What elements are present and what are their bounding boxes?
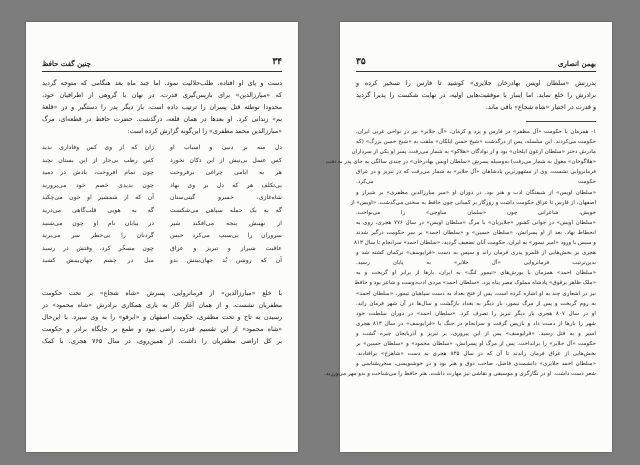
- text-line: و قدرت در اختیار «شاه شجاع» باقی ماند.: [485, 104, 596, 111]
- footnote-line: «سلطان احمد» همزمان با یورش‌های «تیمور لنگ» به ایران، بارها از برابر او گریخت و به: [356, 270, 596, 277]
- text-line: با خلع «مبارزالدین» از فرمانروایی، پسرش «شاه شجاع» بر تخت حکومت: [42, 289, 282, 297]
- poem-hemistich: زان که از وی کس وفاداری ندید: [42, 144, 154, 151]
- footnote-line: به روم گریخت و پس از مرگ تیمور، بار دیگر به بغداد بازگشت و سال‌ها در آن شهر فرمان راند.: [356, 300, 596, 307]
- right-page: [324, 22, 612, 452]
- footnote-line: هجری بر بخش‌هایی از قلمرو پدری فرمان راند و سپس به دست «قرایوسف» ترکمان کشته شد و: [356, 250, 596, 257]
- footnote-line: انحطاط نهاد. بعد از او پسرانش، «سلطان حسین» و «سلطان احمد» بر سر حکومت درگیر شدند: [356, 229, 596, 236]
- poem-hemistich: هر به ایامی چراغی برفروخت: [170, 169, 282, 177]
- left-page: [26, 22, 298, 452]
- left-running-head: [42, 57, 282, 72]
- footnote-line: بدین‌ترتیب فرمانروایی «آل جلایر» به پایان رسید.: [356, 260, 596, 267]
- left-page-body: [42, 78, 282, 348]
- text-line: «شاه محمود» از این تقسیم قدرت راضی نبود و طمع بر جایگاه برادر و حکومت: [42, 325, 282, 333]
- text-line: بر کل اراضی مظفریان را داشت. از همین‌روی، در سال ۷۶۵ هجری، با کمک: [42, 337, 282, 345]
- right-running-head: [356, 57, 596, 72]
- footnote-line: شهر را بارها از دست داد و بازپس گرفت و سرانجام در جنگ با «قرایوسف» در سال ۸۱۳ هجری: [356, 320, 596, 327]
- poem-hemistich: دل منه بر دنیی و اسباب او: [170, 144, 282, 151]
- footnote-line: خویش، شاعرانی چون «سلمان ساوجی» را می‌نواخت.: [356, 209, 596, 216]
- paragraph-continued: [42, 288, 282, 348]
- page-number: ۳۵: [356, 57, 366, 67]
- text-line: «مبارزالدین محمد مظفری» را این‌گونه گزارش کرده است:: [127, 128, 282, 135]
- footnote-line: مادرش دختر «سلطان ارغون ایلخان» بود و از نوادگان «هلاکو» به شمار می‌رفت، پسر او یکی از سرداران: [351, 149, 596, 156]
- footnote-line: اسیر و به قتل رسید. «قرایوسف» پس از این پیروزی، بر تبریز و آذربایجان چیره گشت و: [356, 330, 596, 337]
- footnote-line: حکومت می‌کردند. این سلسله، پس از درگذشت «شیخ حسن ایلکان» ملقب به «شیخ حسن بزرگ» (که: [356, 139, 596, 146]
- page-number: ۳۴: [272, 57, 282, 67]
- paragraph-intro: [42, 78, 282, 138]
- footnote-line: اصفهان، از فارس تا عراق حکومت داشت و روزگار بر کسانی چون حافظ به سختی می‌گذشت. «اویس» از: [350, 199, 596, 206]
- text-line: بم» زندانی کرد. او بعدها در همان قلعه، درگذشت. حضرت حافظ در قطعه‌ای، مرگ: [42, 116, 282, 123]
- poem-hemistich: چون تمام افروخت، بادش در دمید: [42, 169, 154, 177]
- footnotes: [324, 127, 596, 379]
- poem: [42, 142, 282, 268]
- poem-hemistich: بی‌تکلف هر که دل بر وی نهاد: [170, 181, 282, 189]
- footnote-line: شعر دست داشت. او در نگارگری و موسیقی و نقاشی نیز مهارت داشت. هنر حافظ را می‌شناخت و بدو مهر می‌ورزید.: [324, 371, 596, 378]
- footnote-line: «سلطان اویس» در جوانی کشور «جلایریان» با مرگ «سلطان اویس» در سال ۷۷۶ هجری، روی به: [356, 219, 596, 226]
- text-line: محدودا توطئه قتل پسران را ترتیب داده است، بار دیگر پدر را دستگیر و در «قلعهٔ: [42, 104, 282, 111]
- footnote-line: «سلطان احمد جلایری» دانشمندی فاضل، صاحب ذوق و هنر بود و در خوشنویسی، سخن‌شناسی و: [356, 361, 596, 368]
- footnote-line: «سلطان اویس» از شیفتگان ادب و هنر بود. در دوران او «میر مبارزالدین مظفری» بر شیراز و: [356, 189, 596, 196]
- text-line: مظفریان نشست، و از همان آغاز کار به یاری همکاری برادرش «شاه محمود» در: [42, 301, 282, 309]
- poem-hemistich: در بیابان نام او چون می‌شنید: [42, 219, 154, 227]
- footnote-line: «هلاگوخان» مغول به شمار می‌رفت) به‌وسیله پسرش «سلطان اویس بهادرخان» در چندی سالگی به جای پدر به تخت: [325, 159, 596, 166]
- poem-hemistich: گه به هویی قلب‌گاهی می‌درید: [42, 206, 154, 214]
- text-line: رسیدن به تاج و تخت مظفری، حکومت اصفهان و «ابرقو» را به وی سپرد. با این‌حال: [42, 313, 282, 321]
- poem-hemistich: چون مسخّر کرد، وقتش در رسید: [42, 244, 154, 252]
- poem-hemistich: آن که از شمشیر او خون می‌چکید: [42, 194, 154, 202]
- poem-hemistich: کس عسل بی‌نیش از این دکان نخورد: [170, 156, 282, 164]
- text-line: که «مبارزالدین» برای بازپس‌گیری قدرت، در نهان با گروهی از اطرافیان خود،: [42, 92, 282, 99]
- text-line: دست و پای او افتاده، طلب‌حلالیت نمود. اما چند ماه بعد هنگامی که متوجه گردید: [42, 80, 282, 87]
- footnote-line: «ملک ظاهر برقوق» پادشاه مملوک مصر پناه برد. «سلطان احمد» مردی ادب‌دوست و شاعر بود و حافظ: [354, 280, 596, 287]
- poem-hemistich: میل در چشم جهان‌بینش کشید: [42, 257, 154, 265]
- footnote-separator: [526, 121, 596, 122]
- footnote-line: و سپس با ورود «امیر تیمور» به ایران، حکومت آنان تضعیف گردید. «سلطان احمد» سرانجام تا سال ۸۱۳: [353, 240, 596, 247]
- poem-hemistich: عاقبت شیراز و تبریز و عراق: [170, 244, 282, 252]
- poem-hemistich: شاه‌غازی، خسرو گیتی‌ستان: [170, 194, 282, 202]
- poem-hemistich: سروران را بی‌سبب می‌کرد حبس: [170, 232, 282, 240]
- poem-hemistich: گه به یک حمله سپاهی می‌شکست: [170, 206, 282, 214]
- footnote-line: نیز در اشعاری چند به او اشاره کرده است. پس از فتح بغداد به دست سپاهیان تیمور، «سلطان احمد»: [356, 290, 596, 297]
- footnote-line: فرمانروایی نشست. وی از مشهورترین پادشاهان «آل جلایر» به شمار می‌رفت که در تبریز و در عراق: [356, 169, 596, 176]
- poem-second-hemistichs: [42, 142, 162, 268]
- poem-hemistich: آن که روشن بُد جهان‌بینش بدو: [170, 257, 282, 265]
- text-line: پدرزنش «سلطان اویس بهادرخان جلایری» کوشید تا فارس را تسخیر کرده و: [356, 80, 596, 87]
- running-title: بهمن انصاری: [558, 59, 596, 68]
- footnote-line: حکومت می‌کرد.: [356, 179, 596, 186]
- footnote-line: حکومت «آل جلایر» را برانداخت. پس از مرگ او پسرانش، «سلطان محمود» و «سلطان حسین» بر: [356, 340, 596, 347]
- poem-first-hemistichs: [162, 142, 282, 268]
- poem-hemistich: کس رطب بی‌خار از این بستان نچید: [42, 156, 154, 164]
- footnote-line: او در سال ۸۰۷ هجری بار دیگر تبریز را تصرف کرد. «سلطان احمد» در دوران سلطنت خود: [356, 310, 596, 317]
- footnote-line: بخش‌هایی از عراق فرمان راندند تا آن که در سال ۸۳۵ هجری به دست «شاهرخ» برافتادند.: [356, 351, 596, 358]
- poem-hemistich: چون بدیدی خصم خود می‌پرورید: [42, 181, 154, 189]
- text-line: برادرش را خلع نماید. اما اینبار با موفقیت‌هایی اولیه، در نهایت شکست را پذیرا گردید: [356, 92, 596, 99]
- poem-hemistich: از نهیبش پنجه می‌افکند شیر: [170, 219, 282, 227]
- running-title: چنین گفت حافظ: [42, 59, 91, 68]
- right-page-body: [324, 78, 596, 379]
- paragraph-intro: [356, 78, 596, 114]
- poem-hemistich: گردنان را بی‌خطر سر می‌برید: [42, 232, 154, 240]
- footnote-line: ۱- همزمان با حکومت «آل مظفر» در فارس و یزد و کرمان، «آل جلایر» نیز در نواحی غربی ایران،: [356, 129, 596, 135]
